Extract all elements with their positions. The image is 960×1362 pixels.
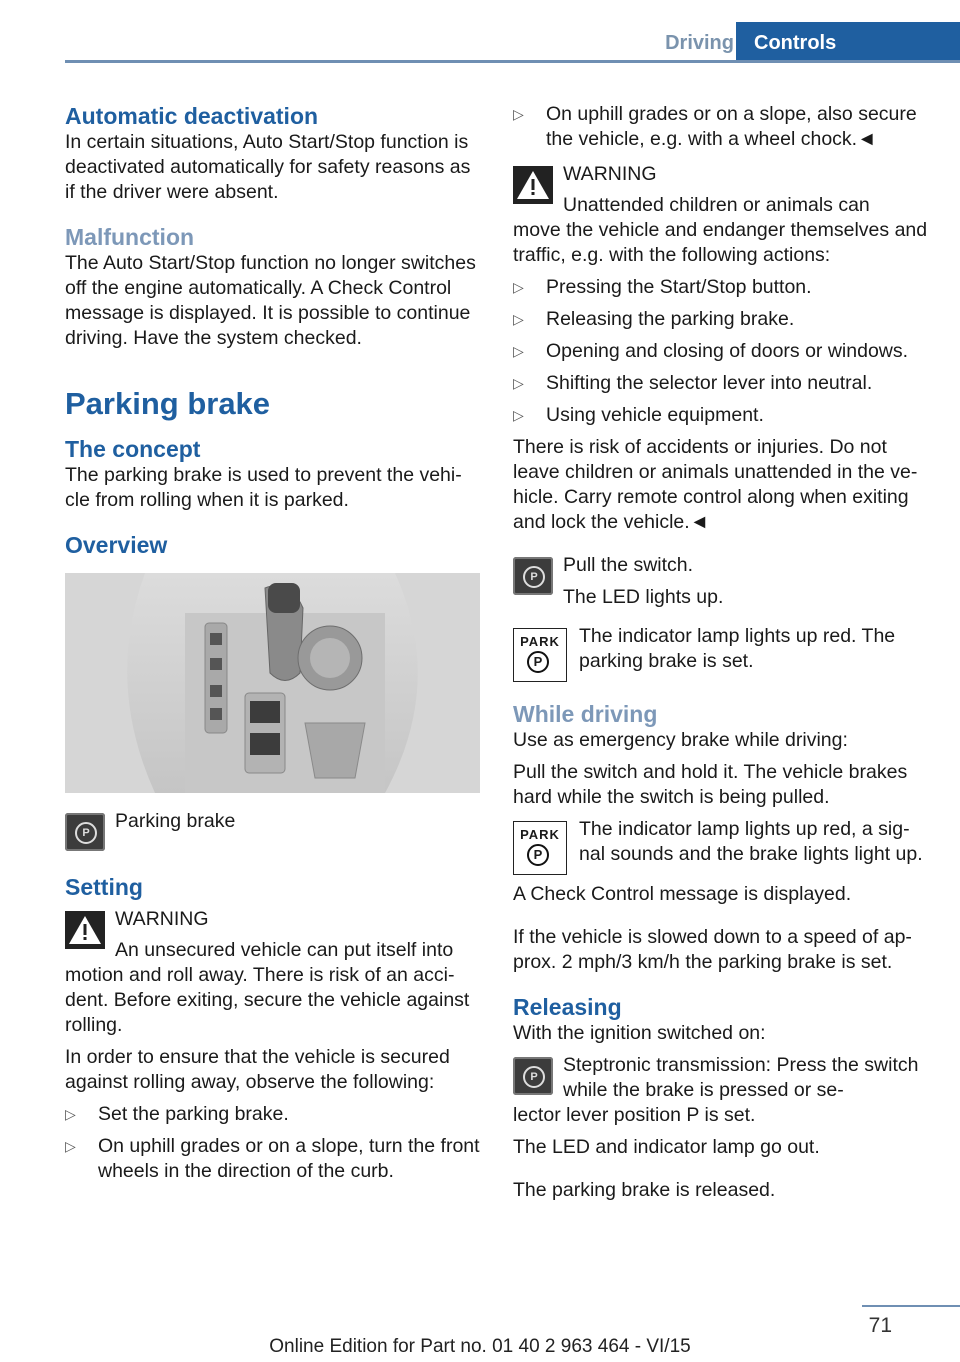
warning-text-first-line: Unattended children or animals can [563,194,870,216]
led-lights-text: The LED lights up. [563,586,724,608]
malfunction-heading: Malfunction [65,224,195,250]
pull-switch-row [513,553,928,610]
triangle-bullet-icon: ▷ [513,311,524,327]
releasing-heading: Releasing [513,994,622,1020]
console-illustration [65,573,480,793]
steptronic-row [513,1053,928,1103]
parking-brake-switch-icon: P [65,813,105,851]
risk-text: There is risk of accidents or injuries. Do not leave children or animals unattended in the ve‐ hicle. Carry remote control along when exiting and lock the vehicle.◄ [513,436,918,533]
steptronic-text-continued: lector lever position P is set. [513,1104,756,1126]
auto-deactivation-heading: Automatic deactivation [65,103,319,129]
slowed-text: If the vehicle is slowed down to a speed of ap‐ prox. 2 mph/3 km/h the parking brake is set. [513,926,912,973]
released-text: The parking brake is released. [513,1179,776,1201]
triangle-bullet-icon: ▷ [65,1106,76,1122]
list-item: ▷ On uphill grades or on a slope, turn the front wheels in the direction of the curb. [65,1135,480,1182]
warning-block-right [513,162,928,218]
ignition-text: With the ignition switched on: [513,1022,766,1044]
warning-block-left [65,907,480,963]
warning-triangle-icon [65,911,105,949]
section-tab-driving: Driving [665,32,734,54]
parking-brake-icon-row [65,809,480,853]
park-indicator-icon: PARK P [513,628,567,682]
emergency-text: Use as emergency brake while driving: [513,729,848,751]
center-console-photo [65,573,480,793]
concept-heading: The concept [65,436,201,462]
list-item: ▷ Pressing the Start/Stop button. [513,276,812,298]
list-item: ▷ Releasing the parking brake. [513,308,795,330]
steptronic-text: Steptronic transmission: Press the switch while the brake is pressed or se‐ [563,1054,919,1101]
parking-brake-caption: Parking brake [115,810,236,832]
warning-label: WARNING [115,908,209,930]
auto-deactivation-text: In certain situations, Auto Start/Stop function is deactivated automatically for safety reasons as if the driver were absent. [65,131,471,203]
triangle-bullet-icon: ▷ [513,375,524,391]
parking-brake-heading: Parking brake [65,386,271,421]
setting-heading: Setting [65,874,143,900]
parking-brake-switch-icon: P [513,1057,553,1095]
led-out-text: The LED and indicator lamp go out. [513,1136,820,1158]
triangle-bullet-icon: ▷ [513,279,524,295]
warning-text-first-line: An unsecured vehicle can put itself into [115,939,454,961]
header-rule [65,60,960,63]
chapter-tab-controls: Controls [736,22,960,62]
pull-hold-text: Pull the switch and hold it. The vehicle brakes hard while the switch is being pulled. [513,761,908,808]
overview-heading: Overview [65,532,168,558]
concept-text: The parking brake is used to prevent the vehi‐ cle from rolling when it is parked. [65,464,462,511]
triangle-bullet-icon: ▷ [513,407,524,423]
triangle-bullet-icon: ▷ [513,343,524,359]
warning-text-continued: motion and roll away. There is risk of an acci‐ dent. Before exiting, secure the vehicle against rolling. [65,964,470,1036]
parking-brake-switch-icon: P [513,557,553,595]
edition-footer: Online Edition for Part no. 01 40 2 963 464 - VI/15 [269,1336,691,1357]
triangle-bullet-icon: ▷ [65,1138,76,1154]
indicator-text: The indicator lamp lights up red. The parking brake is set. [579,625,896,672]
warning-label: WARNING [563,163,657,185]
footer-rule [862,1305,960,1307]
park-indicator-icon: PARK P [513,821,567,875]
indicator-text-2: The indicator lamp lights up red, a sig‐ nal sounds and the brake lights light up. [579,818,923,865]
check-control-text: A Check Control message is displayed. [513,883,852,905]
left-column [65,102,480,1184]
ensure-text: In order to ensure that the vehicle is secured against rolling away, observe the following: [65,1046,450,1093]
warning-text-continued: move the vehicle and endanger themselves and traffic, e.g. with the following actions: [513,219,928,266]
triangle-bullet-icon: ▷ [513,106,524,122]
indicator-row [513,624,928,682]
malfunction-text: The Auto Start/Stop function no longer switches off the engine automatically. A Check Control message is displayed. It is possible to continue driving. Have the system checked. [65,252,476,349]
pull-switch-text: Pull the switch. [563,554,694,576]
list-item: ▷ Shifting the selector lever into neutral. [513,372,873,394]
list-item: ▷ Set the parking brake. [65,1103,289,1125]
warning-triangle-icon [513,166,553,204]
list-item: ▷ Using vehicle equipment. [513,404,764,426]
right-column [513,102,928,1203]
list-item: ▷ Opening and closing of doors or windows. [513,340,909,362]
page-number: 71 [868,1314,892,1337]
while-driving-heading: While driving [513,701,658,727]
indicator-row-2 [513,817,928,875]
list-item: ▷ On uphill grades or on a slope, also secure the vehicle, e.g. with a wheel chock.◄ [513,103,917,150]
